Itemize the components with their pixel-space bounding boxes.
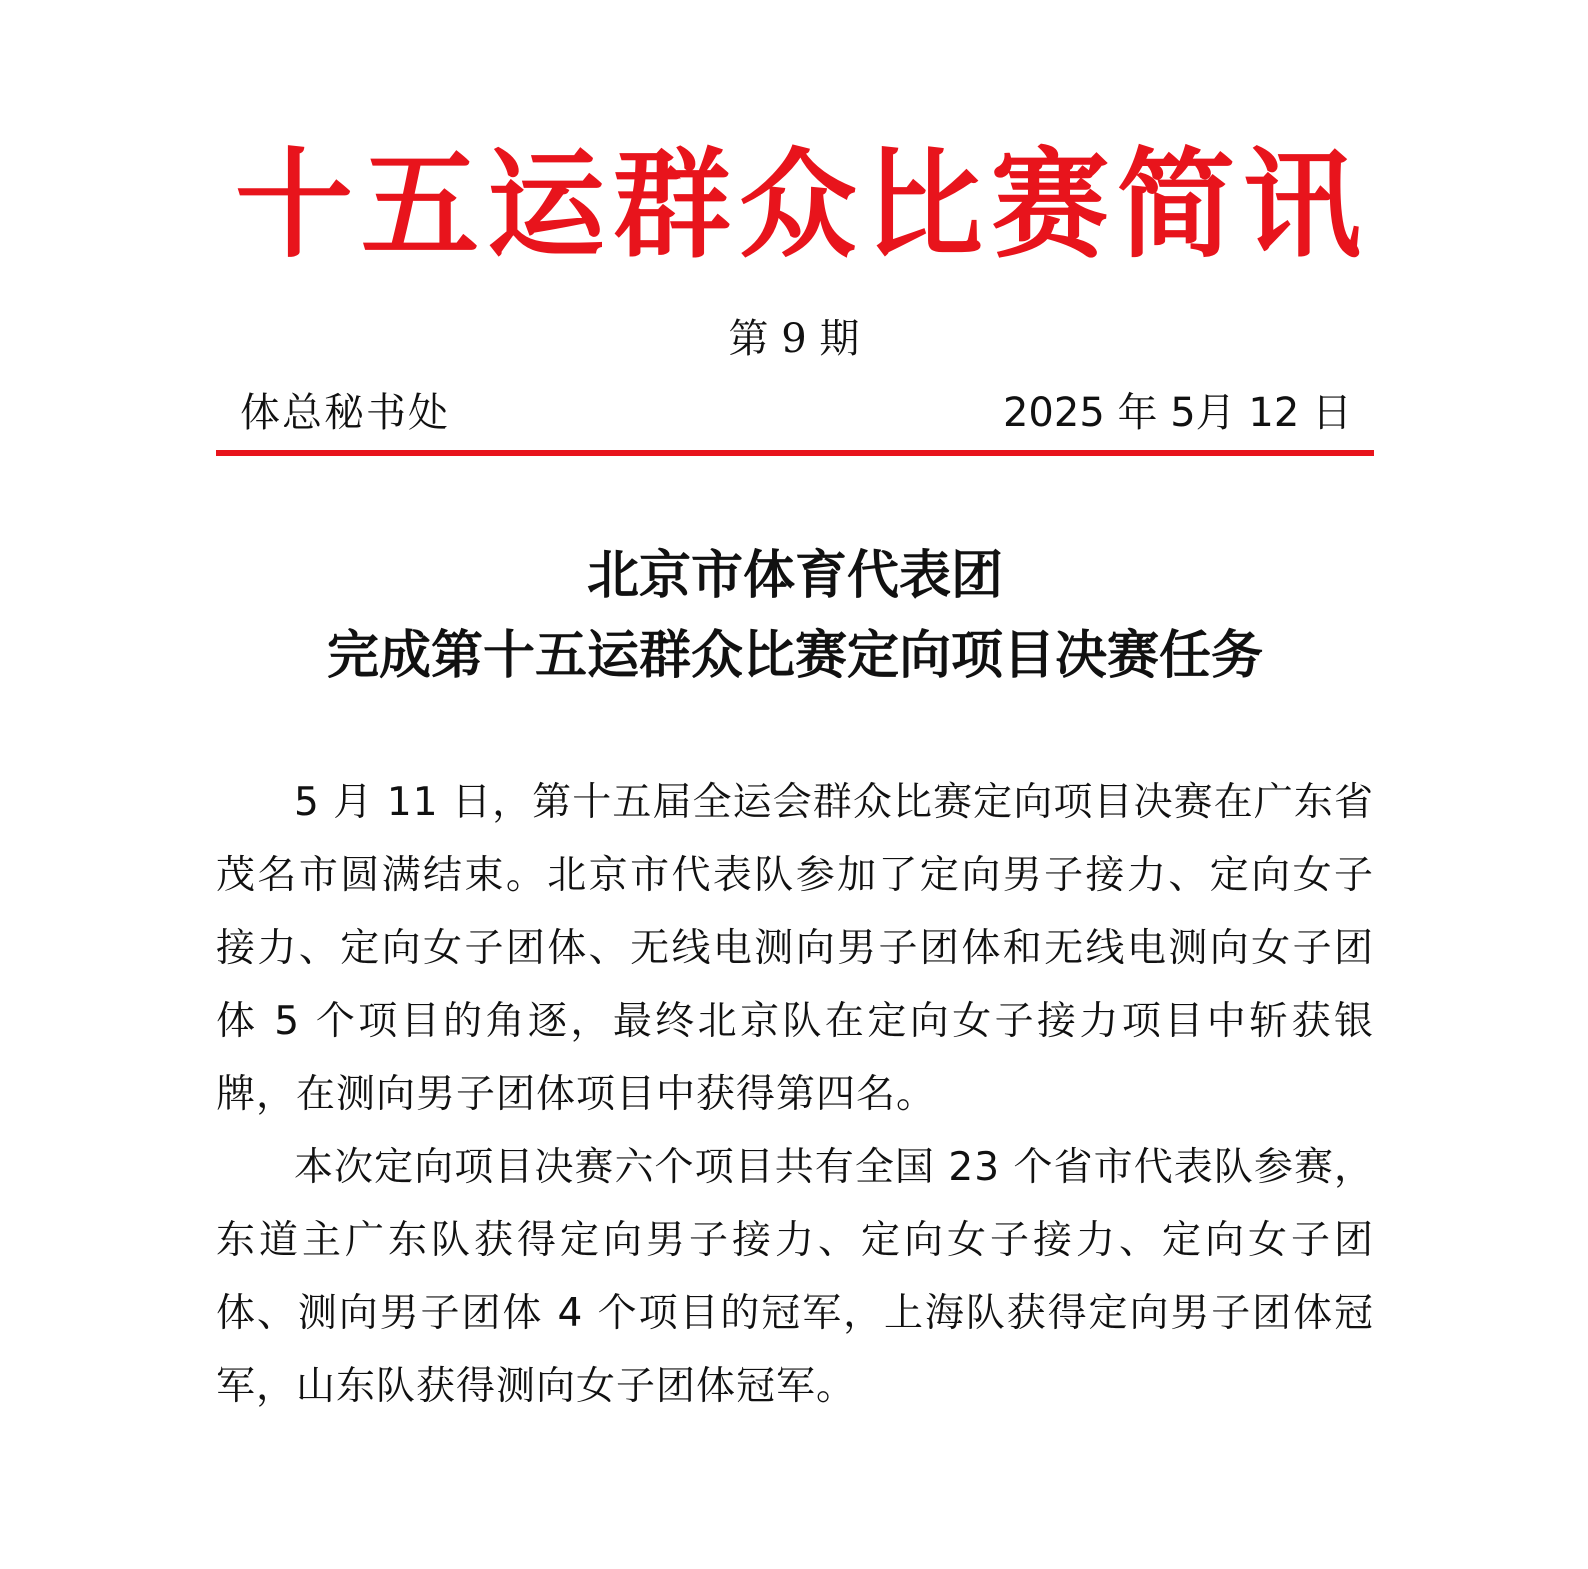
article-headline-line2: 完成第十五运群众比赛定向项目决赛任务 — [326, 625, 1263, 686]
issuer: 体总秘书处 — [240, 390, 450, 436]
article-paragraph-1: 5 月 11 日，第十五届全运会群众比赛定向项目决赛在广东省茂名市圆满结束。北京市代表队参加了定向男子接力、定向女子接力、定向女子团体、无线电测向男子团体和无线电测向女子团体 5 个项目的角逐，最终北京队在定向女子接力项目中斩获银牌，在测向男子团体项目中获得第四名。 — [216, 780, 1374, 1117]
article-body — [216, 766, 1374, 1423]
issue-number: 第 9 期 — [728, 316, 860, 362]
red-divider — [216, 450, 1374, 456]
article-headline-line1: 北京市体育代表团 — [586, 545, 1003, 606]
article-paragraph-2: 本次定向项目决赛六个项目共有全国 23 个省市代表队参赛，东道主广东队获得定向男子接力、定向女子接力、定向女子团体、测向男子团体 4 个项目的冠军，上海队获得定向男子团体冠军，山东队获得测向女子团体冠军。 — [216, 1145, 1374, 1409]
issue-date: 2025 年 5月 12 日 — [1002, 390, 1352, 436]
masthead-title: 十五运群众比赛简讯 — [234, 135, 1369, 274]
